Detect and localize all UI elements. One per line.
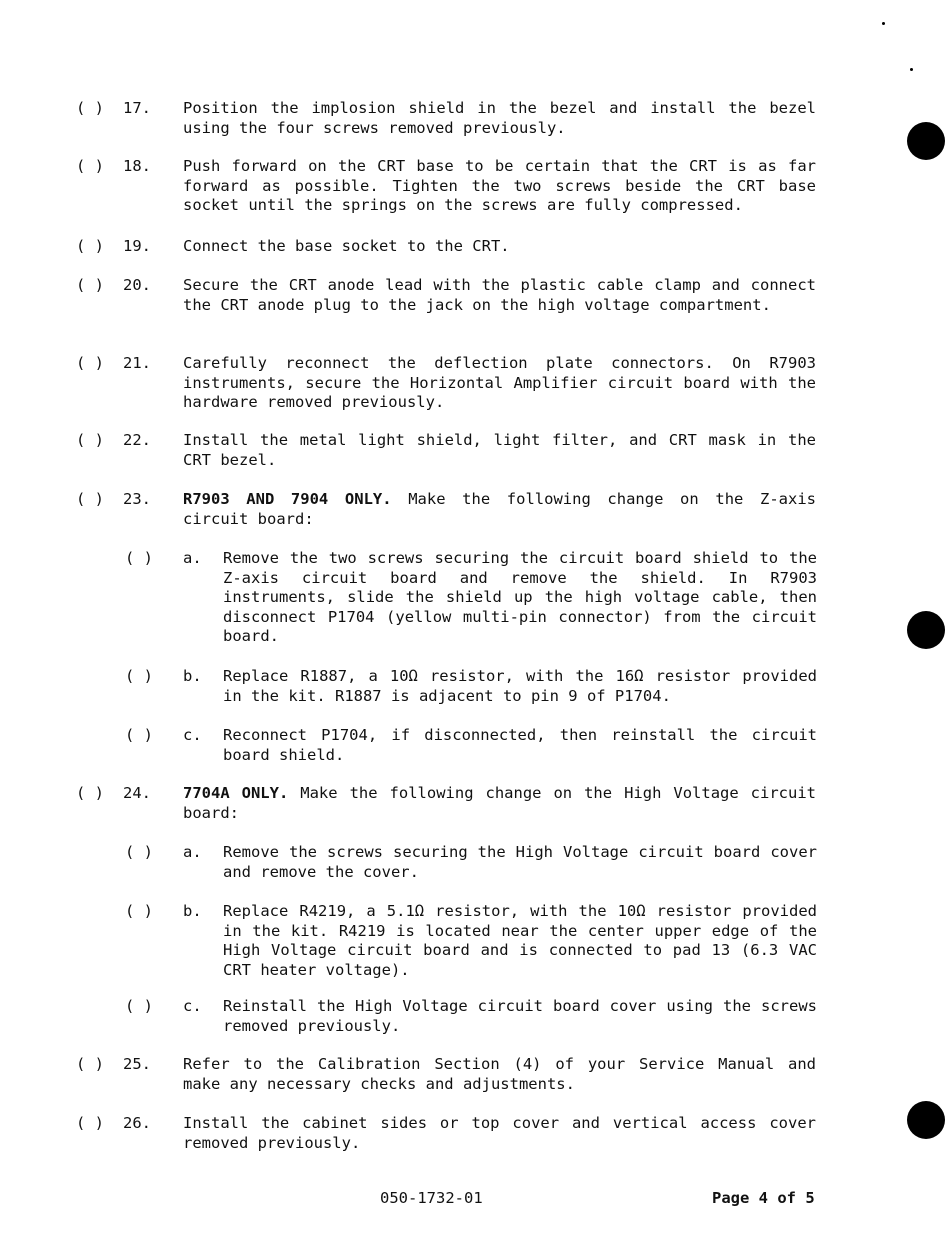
step-instruction: Make the following change on the High Voltage circuit board: [183, 784, 816, 822]
substep-text: Remove the screws securing the High Voltage circuit board cover and remove the cover. [223, 843, 817, 881]
step-heading: R7903 AND 7904 ONLY. [183, 490, 392, 508]
step-heading: 7704A ONLY. [183, 784, 289, 802]
step-number: 17. [123, 99, 151, 117]
step-number: 21. [123, 354, 151, 372]
page-number: Page 4 of 5 [712, 1189, 815, 1207]
substep-checkbox: ( ) [125, 667, 153, 685]
step-checkbox: ( ) [76, 237, 104, 255]
step-number: 19. [123, 237, 151, 255]
step-number: 18. [123, 157, 151, 175]
substep-letter: a. [183, 549, 202, 567]
step-checkbox: ( ) [76, 490, 104, 508]
substep-checkbox: ( ) [125, 902, 153, 920]
step-instruction: Make the following change on the Z-axis circuit board: [183, 490, 816, 528]
substep-checkbox: ( ) [125, 726, 153, 744]
punch-hole-bottom [907, 1101, 945, 1139]
scan-speck [910, 68, 913, 71]
substep-text: Remove the two screws securing the circuit board shield to the Z-axis circuit board and remove the shield. In R7903 instruments, slide the shield up the high voltage cable, then disconnect P1704 (yellow multi-pin connector) from the circuit board. [223, 549, 817, 645]
step-text: Install the metal light shield, light filter, and CRT mask in the CRT bezel. [183, 431, 816, 469]
step-checkbox: ( ) [76, 1055, 104, 1073]
substep-text: Reinstall the High Voltage circuit board cover using the screws removed previously. [223, 997, 817, 1035]
substep-letter: c. [183, 726, 202, 744]
step-checkbox: ( ) [76, 1114, 104, 1132]
step-number: 23. [123, 490, 151, 508]
step-checkbox: ( ) [76, 99, 104, 117]
substep-checkbox: ( ) [125, 997, 153, 1015]
substep-letter: b. [183, 902, 202, 920]
step-text: Connect the base socket to the CRT. [183, 237, 510, 255]
step-text: Install the cabinet sides or top cover and vertical access cover removed previously. [183, 1114, 816, 1152]
step-text: Refer to the Calibration Section (4) of your Service Manual and make any necessary checks and adjustments. [183, 1055, 816, 1093]
step-text: Push forward on the CRT base to be certain that the CRT is as far forward as possible. Tighten the two screws beside the CRT base socket until the springs on the screws are fully compressed. [183, 157, 816, 214]
step-number: 20. [123, 276, 151, 294]
punch-hole-top [907, 122, 945, 160]
document-number: 050-1732-01 [380, 1189, 483, 1207]
substep-letter: b. [183, 667, 202, 685]
step-checkbox: ( ) [76, 431, 104, 449]
substep-text: Replace R1887, a 10Ω resistor, with the 16Ω resistor provided in the kit. R1887 is adjacent to pin 9 of P1704. [223, 667, 817, 705]
substep-checkbox: ( ) [125, 549, 153, 567]
substep-letter: a. [183, 843, 202, 861]
substep-letter: c. [183, 997, 202, 1015]
step-number: 26. [123, 1114, 151, 1132]
step-text: Carefully reconnect the deflection plate connectors. On R7903 instruments, secure the Horizontal Amplifier circuit board with the hardware removed previously. [183, 354, 816, 411]
step-text [183, 490, 816, 529]
step-text [183, 784, 816, 823]
punch-hole-middle [907, 611, 945, 649]
scan-speck [882, 22, 885, 25]
substep-text: Replace R4219, a 5.1Ω resistor, with the 10Ω resistor provided in the kit. R4219 is located near the center upper edge of the High Voltage circuit board and is connected to pad 13 (6.3 VAC CRT heater voltage). [223, 902, 817, 979]
substep-text: Reconnect P1704, if disconnected, then reinstall the circuit board shield. [223, 726, 817, 764]
substep-checkbox: ( ) [125, 843, 153, 861]
step-checkbox: ( ) [76, 276, 104, 294]
step-number: 22. [123, 431, 151, 449]
step-number: 24. [123, 784, 151, 802]
step-checkbox: ( ) [76, 157, 104, 175]
step-checkbox: ( ) [76, 784, 104, 802]
step-number: 25. [123, 1055, 151, 1073]
step-checkbox: ( ) [76, 354, 104, 372]
step-text: Secure the CRT anode lead with the plastic cable clamp and connect the CRT anode plug to the jack on the high voltage compartment. [183, 276, 816, 314]
step-text: Position the implosion shield in the bezel and install the bezel using the four screws removed previously. [183, 99, 816, 137]
